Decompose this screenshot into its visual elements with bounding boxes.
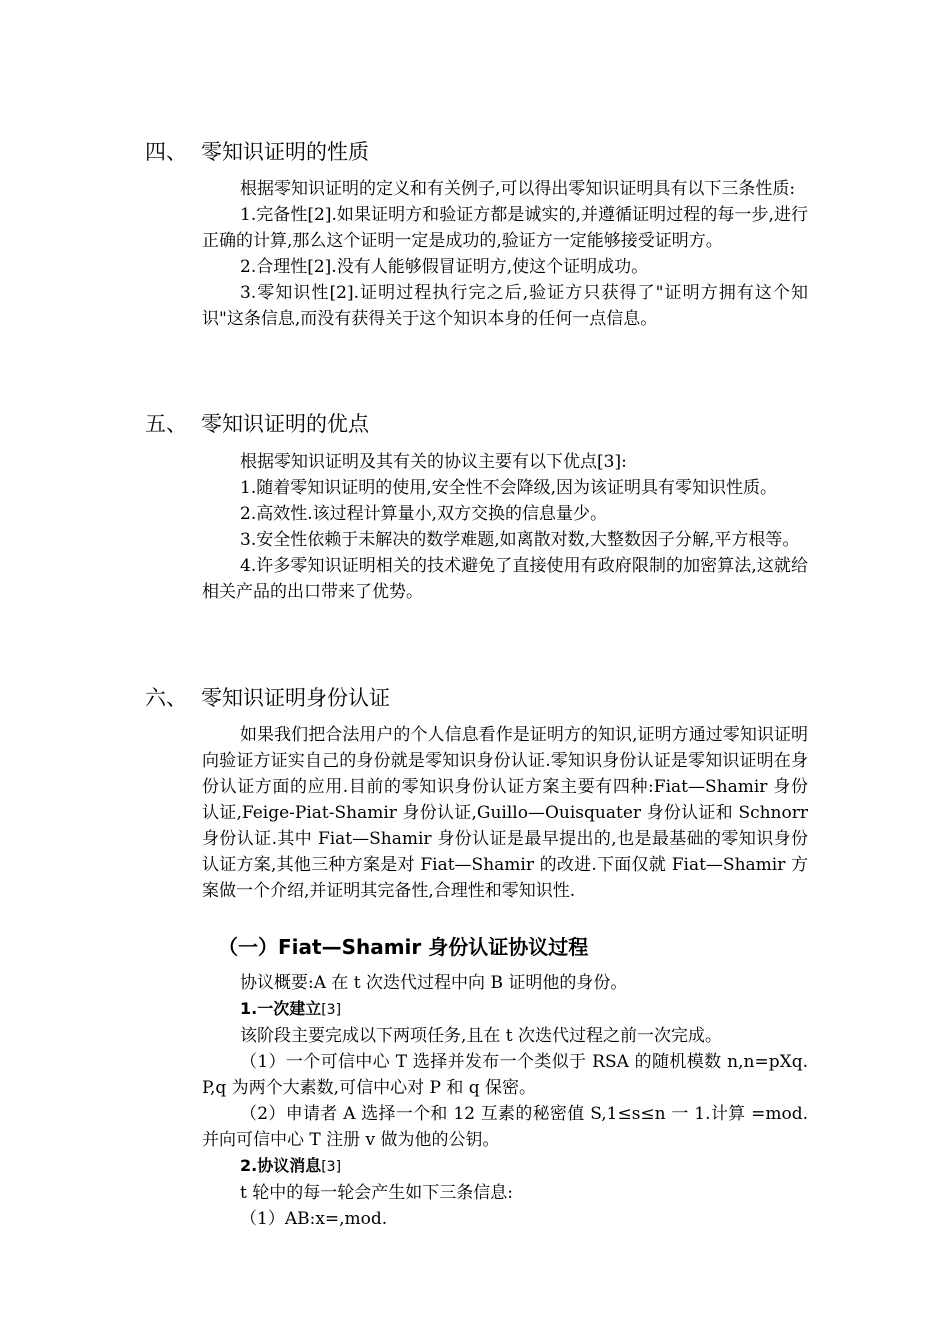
paragraph: 1.完备性[2].如果证明方和验证方都是诚实的,并遵循证明过程的每一步,进行正确的计算,那么这个证明一定是成功的,验证方一定能够接受证明方。 [202,205,808,251]
section-body-6 [202,722,808,904]
paragraph: 3.零知识性[2].证明过程执行完之后,验证方只获得了"证明方拥有这个知识"这条信息,而没有获得关于这个知识本身的任何一点信息。 [202,283,808,329]
section-number: 五、 [145,412,187,436]
section-heading-4 [145,137,369,167]
paragraph: 2.高效性.该过程计算量小,双方交换的信息量少。 [240,504,608,524]
section-title: 零知识证明的优点 [201,412,369,436]
citation: [3] [321,1002,342,1018]
section-heading-6 [145,683,390,713]
citation: [3] [321,1159,342,1175]
list-item: （1）一个可信中心 T 选择并发布一个类似于 RSA 的随机模数 n,n=pXq. P,q 为两个大素数,可信中心对 P 和 q 保密。 [202,1052,808,1098]
paragraph: 该阶段主要完成以下两项任务,且在 t 次迭代过程之前一次完成。 [240,1026,723,1046]
section-body-5 [202,449,808,605]
paragraph: 如果我们把合法用户的个人信息看作是证明方的知识,证明方通过零知识证明向验证方证实自己的身份就是零知识身份认证.零知识身份认证是零知识证明在身份认证方面的应用.目前的零知识身份认证方案主要有四种:Fiat—Shamir 身份认证,Feige-Piat-Shamir 身份认证,Guillo—Ouisquater 身份认证和 Schnorr 身份认证.其中 Fiat—Shamir 身份认证是最早提出的,也是最基础的零知识身份认证方案,其他三种方案是对 Fiat—Shamir 的改进.下面仅就 Fiat—Shamir 方案做一个介绍,并证明其完备性,合理性和零知识性. [202,725,808,901]
paragraph: 根据零知识证明及其有关的协议主要有以下优点[3]: [240,452,627,472]
step-heading [202,1153,808,1180]
paragraph: 根据零知识证明的定义和有关例子,可以得出零知识证明具有以下三条性质: [240,179,796,199]
paragraph: t 轮中的每一轮会产生如下三条信息: [240,1183,513,1203]
step-title: 1.一次建立 [240,999,322,1018]
section-heading-5 [145,409,369,439]
subsection-heading: （一）Fiat—Shamir 身份认证协议过程 [218,935,589,959]
subsection-body [202,970,808,1232]
paragraph: 协议概要:A 在 t 次迭代过程中向 B 证明他的身份。 [240,973,628,993]
section-title: 零知识证明身份认证 [201,686,390,710]
paragraph: 4.许多零知识证明相关的技术避免了直接使用有政府限制的加密算法,这就给相关产品的出口带来了优势。 [202,556,808,602]
section-title: 零知识证明的性质 [201,140,369,164]
paragraph: 3.安全性依赖于未解决的数学难题,如离散对数,大整数因子分解,平方根等。 [240,530,800,550]
paragraph: 1.随着零知识证明的使用,安全性不会降级,因为该证明具有零知识性质。 [240,478,778,498]
list-item: （2）申请者 A 选择一个和 12 互素的秘密值 S,1≤s≤n 一 1.计算 =mod.并向可信中心 T 注册 v 做为他的公钥。 [202,1104,808,1150]
step-heading [202,996,808,1023]
step-title: 2.协议消息 [240,1156,322,1175]
section-body-4 [202,176,808,332]
list-item: （1）AB:x=,mod. [240,1209,388,1229]
section-number: 六、 [145,686,187,710]
paragraph: 2.合理性[2].没有人能够假冒证明方,使这个证明成功。 [240,257,649,277]
section-number: 四、 [145,140,187,164]
